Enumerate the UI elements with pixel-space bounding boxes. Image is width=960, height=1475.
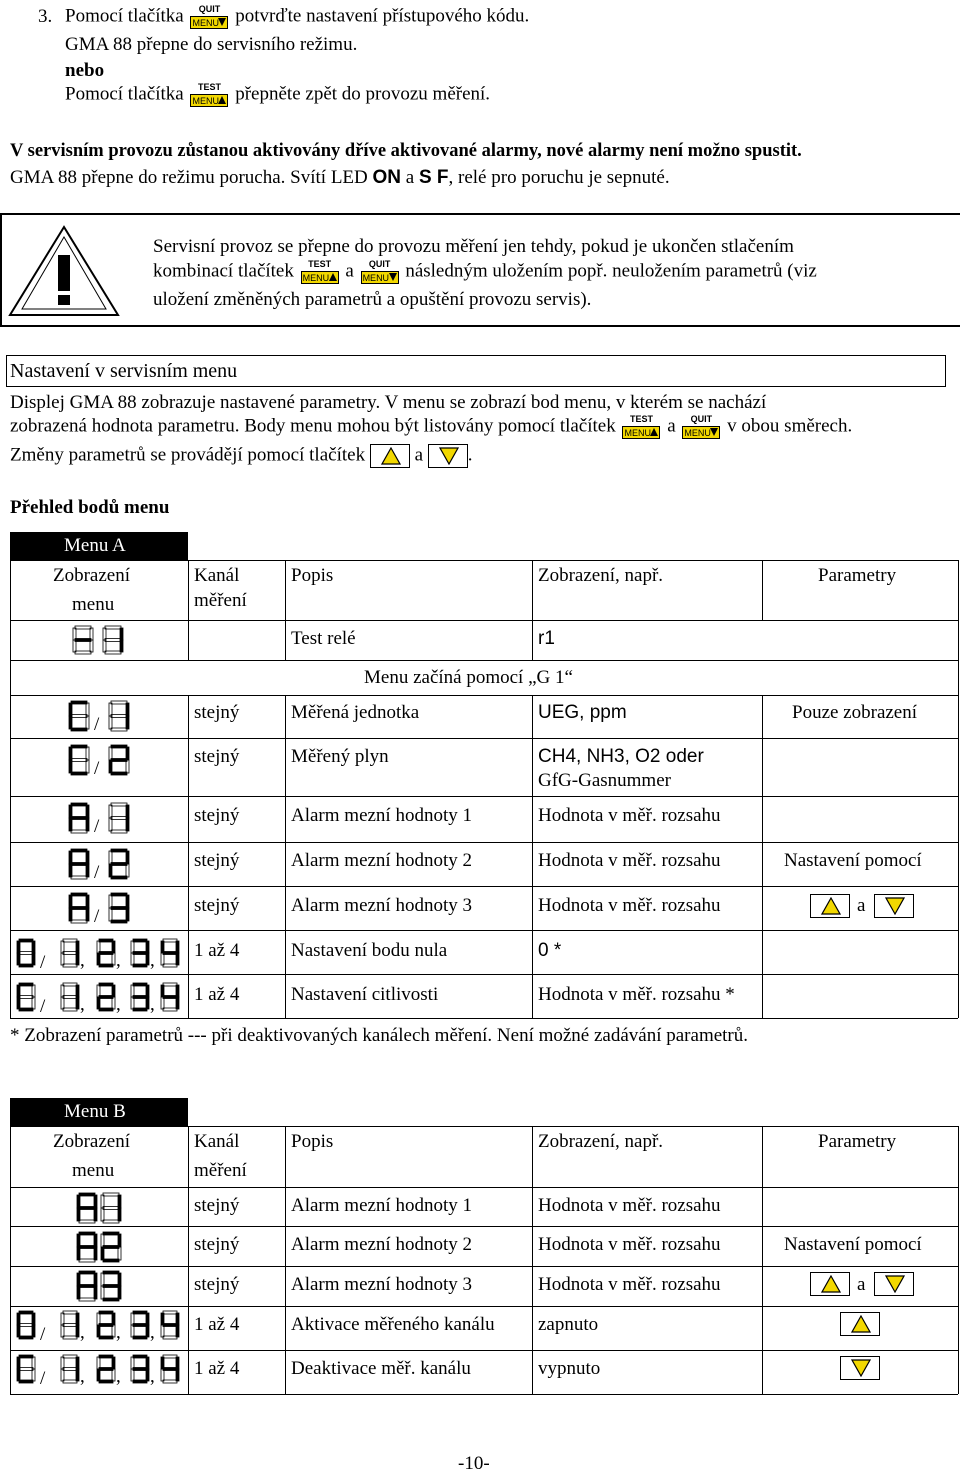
up-arrow-icon <box>810 1272 850 1296</box>
service-line1: Displej GMA 88 zobrazuje nastavené parametry. V menu se zobrazí bod menu, v kterém se nachází <box>10 392 767 413</box>
segment-display-digit <box>96 982 116 1012</box>
col-header-channel: Kanál <box>194 565 240 586</box>
col-header-display: Zobrazení <box>53 565 131 586</box>
para1-line1: V servisním provozu zůstanou aktivovány dříve aktivované alarmy, nové alarmy není možno spustit. <box>10 141 802 161</box>
segment-display-letter <box>16 1310 36 1340</box>
row-description: Měřený plyn <box>291 746 389 767</box>
col-header-channel-2: měření <box>194 590 247 611</box>
segment-comma: , <box>116 950 121 971</box>
down-arrow-icon <box>428 444 468 468</box>
segment-display-letter <box>16 982 36 1012</box>
col-header-description: Popis <box>291 565 334 586</box>
row-description: Alarm mezní hodnoty 2 <box>291 850 472 871</box>
segment-slash: / <box>40 952 46 973</box>
test-menu-button-icon: TEST MENU <box>622 414 660 440</box>
segment-comma: , <box>80 1366 85 1387</box>
row-parameter: Pouze zobrazení <box>792 702 918 723</box>
segment-slash: / <box>94 862 100 883</box>
segment-display-digit <box>160 1310 180 1340</box>
segment-display-dash <box>72 625 94 655</box>
service-line3: Změny parametrů se provádějí pomocí tlačítek a . <box>10 444 473 468</box>
segment-display-digit <box>108 848 130 880</box>
row-channel: stejný <box>194 1274 240 1295</box>
row-description: Deaktivace měř. kanálu <box>291 1358 471 1379</box>
segment-display-digit <box>160 982 180 1012</box>
row-channel: 1 až 4 <box>194 1314 240 1335</box>
segment-display-letter <box>68 892 90 924</box>
row-example: 0 * <box>538 940 562 961</box>
col-header-example: Zobrazení, např. <box>538 1131 664 1152</box>
row-channel: 1 až 4 <box>194 1358 240 1379</box>
segment-display-digit <box>108 802 130 834</box>
down-arrow-icon <box>840 1356 880 1380</box>
col-header-channel-2: měření <box>194 1160 247 1181</box>
segment-display-digit <box>60 938 80 968</box>
row-description: Měřená jednotka <box>291 702 420 723</box>
step3-line1: Pomocí tlačítka QUIT MENU potvrďte nastavení přístupového kódu. <box>65 4 530 28</box>
col-header-display: Zobrazení <box>53 1131 131 1152</box>
segment-display-digit <box>96 1310 116 1340</box>
row-parameter: Nastavení pomocí <box>784 1234 922 1255</box>
row-example: r1 <box>538 628 555 649</box>
warning-line2: kombinací tlačítek TEST MENU a QUIT MENU následným uložením popř. neuložením parametrů (viz <box>153 259 817 283</box>
warning-icon <box>8 225 120 317</box>
segment-display-digit <box>60 982 80 1012</box>
quit-menu-button-icon: QUIT MENU <box>190 4 228 30</box>
row-parameter: Nastavení pomocí <box>784 850 922 871</box>
row-example: CH4, NH3, O2 oder <box>538 746 704 767</box>
overview-title: Přehled bodů menu <box>10 497 170 518</box>
segment-display-letter <box>16 1354 36 1384</box>
warning-line3: uložení změněných parametrů a opuštění provozu servis). <box>153 289 592 310</box>
row-description: Alarm mezní hodnoty 1 <box>291 1195 472 1216</box>
segment-slash: / <box>40 1368 46 1389</box>
menu-b-title: Menu B <box>64 1101 126 1122</box>
row-channel: 1 až 4 <box>194 984 240 1005</box>
row-description: Alarm mezní hodnoty 2 <box>291 1234 472 1255</box>
segment-slash: / <box>94 758 100 779</box>
row-description: Alarm mezní hodnoty 3 <box>291 1274 472 1295</box>
segment-comma: , <box>116 994 121 1015</box>
row-example: zapnuto <box>538 1314 599 1335</box>
menu-a-title: Menu A <box>64 535 126 556</box>
segment-display-digit <box>160 938 180 968</box>
segment-display-digit <box>108 892 130 924</box>
row-channel: stejný <box>194 895 240 916</box>
segment-display-letter <box>76 1270 98 1302</box>
segment-display-digit <box>160 1354 180 1384</box>
row-example: Hodnota v měř. rozsahu <box>538 1274 721 1295</box>
row-channel: stejný <box>194 1195 240 1216</box>
row-description: Nastavení citlivosti <box>291 984 439 1005</box>
row-channel: stejný <box>194 746 240 767</box>
segment-display-digit <box>100 1270 122 1302</box>
segment-display-digit <box>130 1310 150 1340</box>
segment-display-digit <box>100 1231 122 1263</box>
row-example: vypnuto <box>538 1358 601 1379</box>
segment-comma: , <box>150 1322 155 1343</box>
row-example: Hodnota v měř. rozsahu * <box>538 984 735 1005</box>
section-heading: Nastavení v servisním menu <box>10 360 238 382</box>
segment-display-letter <box>68 848 90 880</box>
segment-display-letter <box>68 802 90 834</box>
col-header-display-2: menu <box>72 1160 115 1181</box>
segment-comma: , <box>80 950 85 971</box>
service-line2: zobrazená hodnota parametru. Body menu mohou být listovány pomocí tlačítek TEST MENU a QUIT MENU v obou směrech. <box>10 414 853 438</box>
quit-menu-button-icon: QUIT MENU <box>682 414 720 440</box>
segment-comma: , <box>80 1322 85 1343</box>
row-description: Alarm mezní hodnoty 3 <box>291 895 472 916</box>
step3-line3: Pomocí tlačítka TEST MENU přepněte zpět do provozu měření. <box>65 82 491 106</box>
row-example: Hodnota v měř. rozsahu <box>538 805 721 826</box>
row-channel: stejný <box>194 702 240 723</box>
col-header-parameters: Parametry <box>818 1131 897 1152</box>
menu-a-footnote: * Zobrazení parametrů --- při deaktivovaných kanálech měření. Není možné zadávání parametrů. <box>10 1025 749 1046</box>
down-arrow-icon <box>874 1272 914 1296</box>
row-channel: 1 až 4 <box>194 940 240 961</box>
segment-display-letter <box>76 1192 98 1224</box>
row-description: Test relé <box>291 628 356 649</box>
down-arrow-icon <box>874 894 914 918</box>
quit-menu-button-icon: QUIT MENU <box>361 259 399 285</box>
segment-comma: , <box>116 1322 121 1343</box>
segment-display-letter <box>76 1231 98 1263</box>
step-number: 3. <box>38 6 53 27</box>
segment-display-digit <box>96 1354 116 1384</box>
segment-display-digit <box>60 1310 80 1340</box>
segment-comma: , <box>80 994 85 1015</box>
row-description: Aktivace měřeného kanálu <box>291 1314 495 1335</box>
segment-display-letter <box>68 744 90 776</box>
segment-comma: , <box>116 1366 121 1387</box>
row-example: Hodnota v měř. rozsahu <box>538 850 721 871</box>
row-parameter: a <box>857 1274 866 1295</box>
up-arrow-icon <box>810 894 850 918</box>
segment-display-digit <box>60 1354 80 1384</box>
segment-display-digit <box>130 938 150 968</box>
up-arrow-icon <box>370 444 410 468</box>
col-header-description: Popis <box>291 1131 334 1152</box>
test-menu-button-icon: TEST MENU <box>301 259 339 285</box>
row-example: Hodnota v měř. rozsahu <box>538 1195 721 1216</box>
col-header-display-2: menu <box>72 594 115 615</box>
segment-slash: / <box>40 996 46 1017</box>
segment-display-1 <box>102 625 124 655</box>
segment-display-digit <box>130 982 150 1012</box>
segment-slash: / <box>94 714 100 735</box>
col-header-example: Zobrazení, např. <box>538 565 664 586</box>
col-header-parameters: Parametry <box>818 565 897 586</box>
para1-line2: GMA 88 přepne do režimu porucha. Svítí LED ON a S F, relé pro poruchu je sepnuté. <box>10 167 670 188</box>
segment-display-digit <box>100 1192 122 1224</box>
page-number: -10- <box>458 1453 490 1474</box>
segment-display-digit <box>130 1354 150 1384</box>
row-description: Nastavení bodu nula <box>291 940 448 961</box>
row-description: Alarm mezní hodnoty 1 <box>291 805 472 826</box>
warning-line1: Servisní provoz se přepne do provozu měření jen tehdy, pokud je ukončen stlačením <box>153 236 794 257</box>
segment-slash: / <box>40 1324 46 1345</box>
segment-display-digit <box>108 700 130 732</box>
row-example-2: GfG-Gasnummer <box>538 770 671 791</box>
segment-slash: / <box>94 816 100 837</box>
test-menu-button-icon: TEST MENU <box>190 82 228 108</box>
row-parameter: a <box>857 895 866 916</box>
row-example: Hodnota v měř. rozsahu <box>538 1234 721 1255</box>
row-channel: stejný <box>194 850 240 871</box>
segment-display-letter <box>16 938 36 968</box>
segment-slash: / <box>94 906 100 927</box>
segment-comma: , <box>150 1366 155 1387</box>
up-arrow-icon <box>840 1312 880 1336</box>
segment-comma: , <box>150 950 155 971</box>
row-channel: stejný <box>194 805 240 826</box>
menu-start-note: Menu začíná pomocí „G 1“ <box>364 667 573 688</box>
row-channel: stejný <box>194 1234 240 1255</box>
segment-display-digit <box>96 938 116 968</box>
step3-or: nebo <box>65 60 105 81</box>
segment-display-digit <box>108 744 130 776</box>
segment-display-letter <box>68 700 90 732</box>
step3-line2: GMA 88 přepne do servisního režimu. <box>65 34 358 55</box>
row-example: UEG, ppm <box>538 702 627 723</box>
col-header-channel: Kanál <box>194 1131 240 1152</box>
segment-comma: , <box>150 994 155 1015</box>
row-example: Hodnota v měř. rozsahu <box>538 895 721 916</box>
